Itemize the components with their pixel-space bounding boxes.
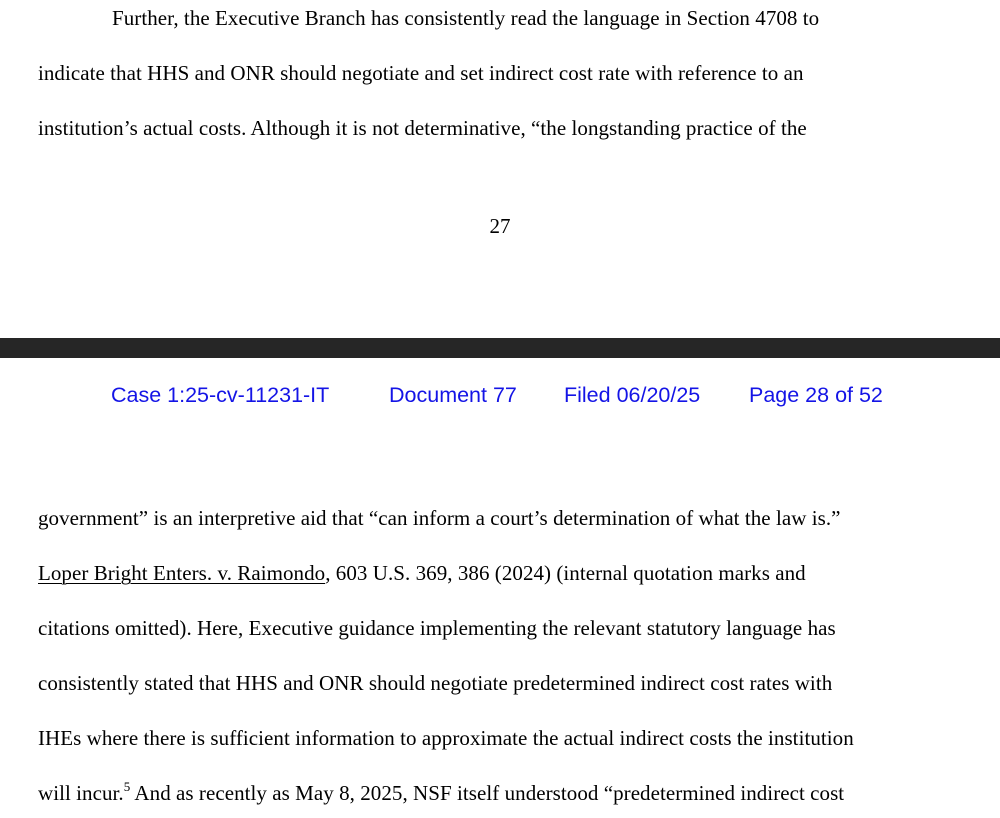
paragraph-line bbox=[38, 781, 844, 805]
paragraph-line: institution’s actual costs. Although it is not determinative, “the longstanding practice of the bbox=[38, 116, 807, 140]
filed-date: Filed 06/20/25 bbox=[564, 383, 701, 407]
sentence-continuation: And as recently as May 8, 2025, NSF itself understood “predetermined indirect cost bbox=[130, 781, 845, 805]
previous-page-bottom bbox=[0, 0, 1000, 338]
paragraph-line: consistently stated that HHS and ONR should negotiate predetermined indirect cost rates with bbox=[38, 671, 833, 695]
case-number: Case 1:25-cv-11231-IT bbox=[111, 383, 330, 407]
paragraph-line: indicate that HHS and ONR should negotiate and set indirect cost rate with reference to an bbox=[38, 61, 804, 85]
footnote-marker: 5 bbox=[123, 779, 131, 794]
case-citation: Loper Bright Enters. v. Raimondo bbox=[38, 561, 326, 585]
page-separator bbox=[0, 338, 1000, 358]
paragraph-line bbox=[38, 561, 806, 585]
paragraph-line: citations omitted). Here, Executive guidance implementing the relevant statutory language has bbox=[38, 616, 836, 640]
page-number: 27 bbox=[489, 214, 511, 238]
paragraph-line: government” is an interpretive aid that “can inform a court’s determination of what the law is.” bbox=[38, 506, 841, 530]
case-header bbox=[0, 380, 1000, 410]
page-count: Page 28 of 52 bbox=[749, 383, 883, 407]
document-number: Document 77 bbox=[389, 383, 517, 407]
sentence-start: will incur. bbox=[38, 781, 124, 805]
paragraph-line: Further, the Executive Branch has consistently read the language in Section 4708 to bbox=[112, 6, 820, 30]
citation-detail: , 603 U.S. 369, 386 (2024) (internal quotation marks and bbox=[325, 561, 806, 585]
paragraph-line: IHEs where there is sufficient information to approximate the actual indirect costs the institution bbox=[38, 726, 854, 750]
